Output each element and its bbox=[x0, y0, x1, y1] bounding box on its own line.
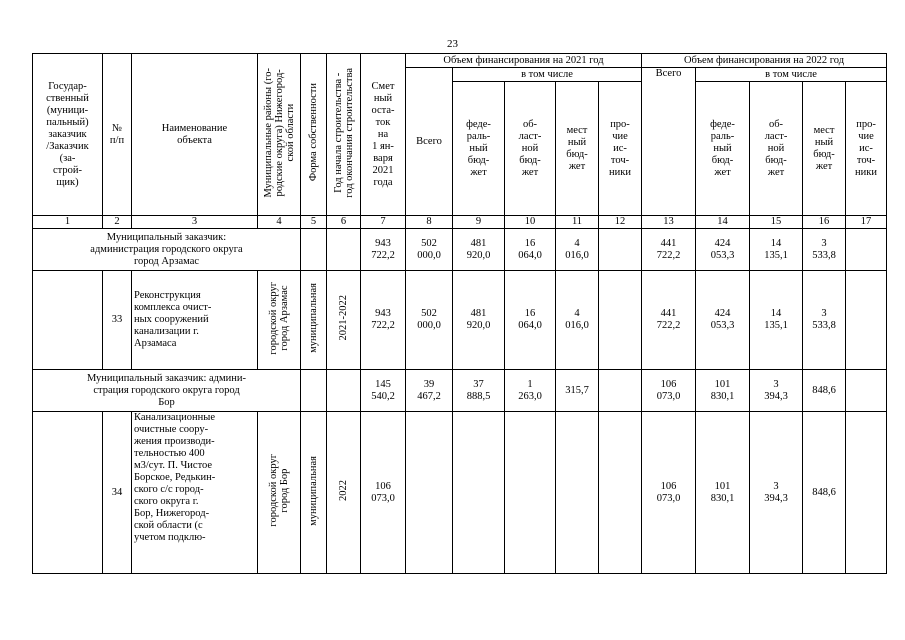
hdr-estimate: Смет ный оста- ток на 1 ян- варя 2021 года bbox=[361, 54, 406, 216]
col-number: 7 bbox=[361, 216, 406, 229]
hdr-local-2021: мест ный бюд- жет bbox=[556, 82, 599, 216]
hdr-regional-2022: об- ласт- ной бюд- жет bbox=[750, 82, 803, 216]
hdr-name: Наименование объекта bbox=[132, 54, 258, 216]
col-number: 8 bbox=[406, 216, 453, 229]
cell-federal-2022: 101 830,1 bbox=[696, 370, 750, 412]
cell-regional-2021: 16 064,0 bbox=[505, 271, 556, 370]
cell-estimate: 943 722,2 bbox=[361, 229, 406, 271]
cell-object-name: Реконструкция комплекса очист- ных сооружений канализации г. Арзамаса bbox=[132, 271, 258, 370]
cell-local-2022: 848,6 bbox=[803, 412, 846, 574]
cell-total-2021 bbox=[406, 412, 453, 574]
hdr-local-2022: мест ный бюд- жет bbox=[803, 82, 846, 216]
cell-num: 34 bbox=[103, 412, 132, 574]
cell-other-2021 bbox=[599, 370, 642, 412]
hdr-regional-2021: об- ласт- ной бюд- жет bbox=[505, 82, 556, 216]
cell-estimate: 145 540,2 bbox=[361, 370, 406, 412]
column-numbers-row bbox=[33, 216, 887, 229]
cell-other-2021 bbox=[599, 229, 642, 271]
hdr-customer: Государ- ственный (муници- пальный) заказчик /Заказчик (за- строй- щик) bbox=[33, 54, 103, 216]
hdr-other-2022: про- чие ис- точ- ники bbox=[846, 82, 887, 216]
financing-table bbox=[32, 53, 887, 574]
col-number: 15 bbox=[750, 216, 803, 229]
cell-empty bbox=[327, 229, 361, 271]
cell-ownership: муниципальная bbox=[301, 271, 327, 370]
group-title: Муниципальный заказчик: администрация городского округа город Арзамас bbox=[33, 229, 301, 271]
cell-local-2022: 848,6 bbox=[803, 370, 846, 412]
hdr-including-2022: в том числе bbox=[696, 68, 887, 82]
cell-federal-2021: 481 920,0 bbox=[453, 229, 505, 271]
cell-total-2022: 106 073,0 bbox=[642, 412, 696, 574]
col-number: 14 bbox=[696, 216, 750, 229]
cell-regional-2022: 3 394,3 bbox=[750, 370, 803, 412]
cell-local-2021: 4 016,0 bbox=[556, 229, 599, 271]
cell-empty bbox=[301, 229, 327, 271]
hdr-total-2021: Всего bbox=[406, 68, 453, 216]
col-number: 6 bbox=[327, 216, 361, 229]
cell-federal-2022: 424 053,3 bbox=[696, 271, 750, 370]
cell-federal-2021 bbox=[453, 412, 505, 574]
hdr-years: Год начала строительства - год окончания строительства bbox=[327, 54, 361, 216]
cell-federal-2022: 101 830,1 bbox=[696, 412, 750, 574]
col-number: 2 bbox=[103, 216, 132, 229]
cell-federal-2021: 37 888,5 bbox=[453, 370, 505, 412]
cell-num: 33 bbox=[103, 271, 132, 370]
cell-estimate: 106 073,0 bbox=[361, 412, 406, 574]
cell-other-2022 bbox=[846, 412, 887, 574]
cell-empty bbox=[33, 271, 103, 370]
cell-regional-2021: 16 064,0 bbox=[505, 229, 556, 271]
cell-total-2022: 441 722,2 bbox=[642, 229, 696, 271]
page-number: 23 bbox=[447, 38, 458, 50]
col-number: 17 bbox=[846, 216, 887, 229]
cell-federal-2022: 424 053,3 bbox=[696, 229, 750, 271]
cell-regional-2021: 1 263,0 bbox=[505, 370, 556, 412]
cell-local-2021: 315,7 bbox=[556, 370, 599, 412]
cell-federal-2021: 481 920,0 bbox=[453, 271, 505, 370]
cell-local-2022: 3 533,8 bbox=[803, 271, 846, 370]
cell-total-2022: 106 073,0 bbox=[642, 370, 696, 412]
col-number: 12 bbox=[599, 216, 642, 229]
cell-regional-2021 bbox=[505, 412, 556, 574]
col-number: 5 bbox=[301, 216, 327, 229]
cell-regional-2022: 14 135,1 bbox=[750, 271, 803, 370]
cell-other-2021 bbox=[599, 412, 642, 574]
cell-regional-2022: 14 135,1 bbox=[750, 229, 803, 271]
col-number: 10 bbox=[505, 216, 556, 229]
cell-empty bbox=[33, 412, 103, 574]
hdr-federal-2021: феде- раль- ный бюд- жет bbox=[453, 82, 505, 216]
cell-estimate: 943 722,2 bbox=[361, 271, 406, 370]
cell-years: 2022 bbox=[327, 412, 361, 574]
hdr-federal-2022: феде- раль- ный бюд- жет bbox=[696, 82, 750, 216]
cell-empty bbox=[301, 370, 327, 412]
cell-other-2022 bbox=[846, 370, 887, 412]
cell-regional-2022: 3 394,3 bbox=[750, 412, 803, 574]
hdr-ownership: Форма собственности bbox=[301, 54, 327, 216]
hdr-fin-2021: Объем финансирования на 2021 год bbox=[406, 54, 642, 68]
col-number: 4 bbox=[258, 216, 301, 229]
hdr-districts: Муниципальные районы (го- родские округа) Нижегород- ской области bbox=[258, 54, 301, 216]
table-row-object-33 bbox=[33, 271, 887, 370]
col-number: 11 bbox=[556, 216, 599, 229]
table-row-group-bor bbox=[33, 370, 887, 412]
table-row-object-34 bbox=[33, 412, 887, 574]
cell-object-name: Канализационные очистные соору- жения производи- тельностью 400 м3/сут. П. Чистое Борское, Редькин- ского с/с город- ского округа г. Бор, Нижегород- ской области (с учетом подклю- bbox=[132, 412, 258, 574]
hdr-num: № п/п bbox=[103, 54, 132, 216]
cell-total-2021: 502 000,0 bbox=[406, 271, 453, 370]
col-number: 13 bbox=[642, 216, 696, 229]
col-number: 16 bbox=[803, 216, 846, 229]
col-number: 9 bbox=[453, 216, 505, 229]
hdr-other-2021: про- чие ис- точ- ники bbox=[599, 82, 642, 216]
cell-district: городской округ город Бор bbox=[258, 412, 301, 574]
cell-total-2021: 39 467,2 bbox=[406, 370, 453, 412]
cell-local-2021 bbox=[556, 412, 599, 574]
group-title: Муниципальный заказчик: админи- страция городского округа город Бор bbox=[33, 370, 301, 412]
cell-ownership: муниципальная bbox=[301, 412, 327, 574]
cell-local-2021: 4 016,0 bbox=[556, 271, 599, 370]
cell-empty bbox=[327, 370, 361, 412]
cell-total-2021: 502 000,0 bbox=[406, 229, 453, 271]
cell-total-2022: 441 722,2 bbox=[642, 271, 696, 370]
cell-other-2022 bbox=[846, 229, 887, 271]
hdr-total-2022: Всего bbox=[642, 68, 696, 216]
col-number: 3 bbox=[132, 216, 258, 229]
cell-district: городской округ город Арзамас bbox=[258, 271, 301, 370]
col-number: 1 bbox=[33, 216, 103, 229]
hdr-including-2021: в том числе bbox=[453, 68, 642, 82]
cell-other-2021 bbox=[599, 271, 642, 370]
hdr-fin-2022: Объем финансирования на 2022 год bbox=[642, 54, 887, 68]
cell-other-2022 bbox=[846, 271, 887, 370]
cell-years: 2021-2022 bbox=[327, 271, 361, 370]
cell-local-2022: 3 533,8 bbox=[803, 229, 846, 271]
table-row-group-arzamas bbox=[33, 229, 887, 271]
